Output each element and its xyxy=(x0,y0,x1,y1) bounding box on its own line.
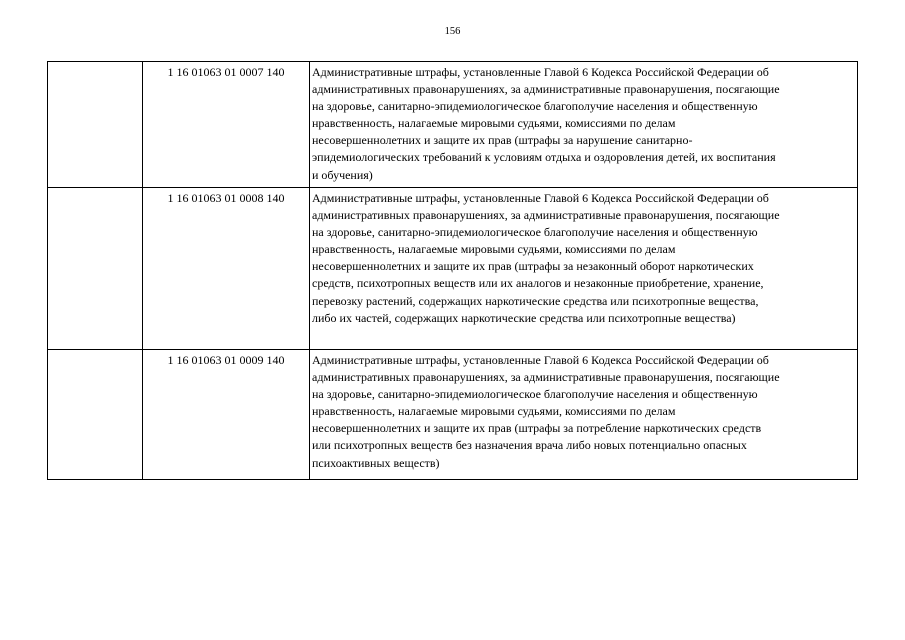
description-line: на здоровье, санитарно-эпидемиологическое благополучие населения и общественную xyxy=(312,225,758,240)
description-line: нравственность, налагаемые мировыми судьями, комиссиями по делам xyxy=(312,116,676,131)
admin-code-cell xyxy=(48,62,143,188)
budget-code-cell: 1 16 01063 01 0007 140 xyxy=(143,62,310,188)
budget-codes-table xyxy=(47,61,858,480)
description-cell xyxy=(310,188,858,350)
description-line: Административные штрафы, установленные Главой 6 Кодекса Российской Федерации об xyxy=(312,353,769,367)
description-line: на здоровье, санитарно-эпидемиологическое благополучие населения и общественную xyxy=(312,99,758,114)
admin-code-cell xyxy=(48,350,143,480)
description-line: средств, психотропных веществ или их аналогов и незаконные приобретение, хранение, xyxy=(312,276,764,291)
description-line: несовершеннолетних и защите их прав (штрафы за потребление наркотических средств xyxy=(312,421,762,436)
description-line: несовершеннолетних и защите их прав (штрафы за незаконный оборот наркотических xyxy=(312,259,754,274)
description-line: административных правонарушениях, за административные правонарушения, посягающие xyxy=(312,82,780,97)
description-line: или психотропных веществ без назначения врача либо новых потенциально опасных xyxy=(312,438,747,453)
description-line: несовершеннолетних и защите их прав (штрафы за нарушение санитарно- xyxy=(312,133,693,148)
description-line: Административные штрафы, установленные Главой 6 Кодекса Российской Федерации об xyxy=(312,65,769,79)
table-row xyxy=(48,62,858,188)
description-line: нравственность, налагаемые мировыми судьями, комиссиями по делам xyxy=(312,242,676,257)
description-cell xyxy=(310,62,858,188)
page-number: 156 xyxy=(444,26,461,37)
description-line: и обучения) xyxy=(312,167,373,182)
admin-code-cell xyxy=(48,188,143,350)
budget-code-cell: 1 16 01063 01 0008 140 xyxy=(143,188,310,350)
description-line: эпидемиологических требований к условиям отдыха и оздоровления детей, их воспитания xyxy=(312,150,776,165)
description-cell xyxy=(310,350,858,480)
description-line: либо их частей, содержащих наркотические средства или психотропные вещества) xyxy=(312,310,736,325)
budget-code-cell: 1 16 01063 01 0009 140 xyxy=(143,350,310,480)
description-line: на здоровье, санитарно-эпидемиологическое благополучие населения и общественную xyxy=(312,387,758,402)
description-line: нравственность, налагаемые мировыми судьями, комиссиями по делам xyxy=(312,404,676,419)
description-line: психоактивных веществ) xyxy=(312,455,440,470)
description-line: Административные штрафы, установленные Главой 6 Кодекса Российской Федерации об xyxy=(312,191,769,205)
table-row xyxy=(48,350,858,480)
description-line: административных правонарушениях, за административные правонарушения, посягающие xyxy=(312,208,780,223)
description-line: административных правонарушениях, за административные правонарушения, посягающие xyxy=(312,370,780,385)
description-line: перевозку растений, содержащих наркотические средства или психотропные вещества, xyxy=(312,293,759,308)
table-row xyxy=(48,188,858,350)
